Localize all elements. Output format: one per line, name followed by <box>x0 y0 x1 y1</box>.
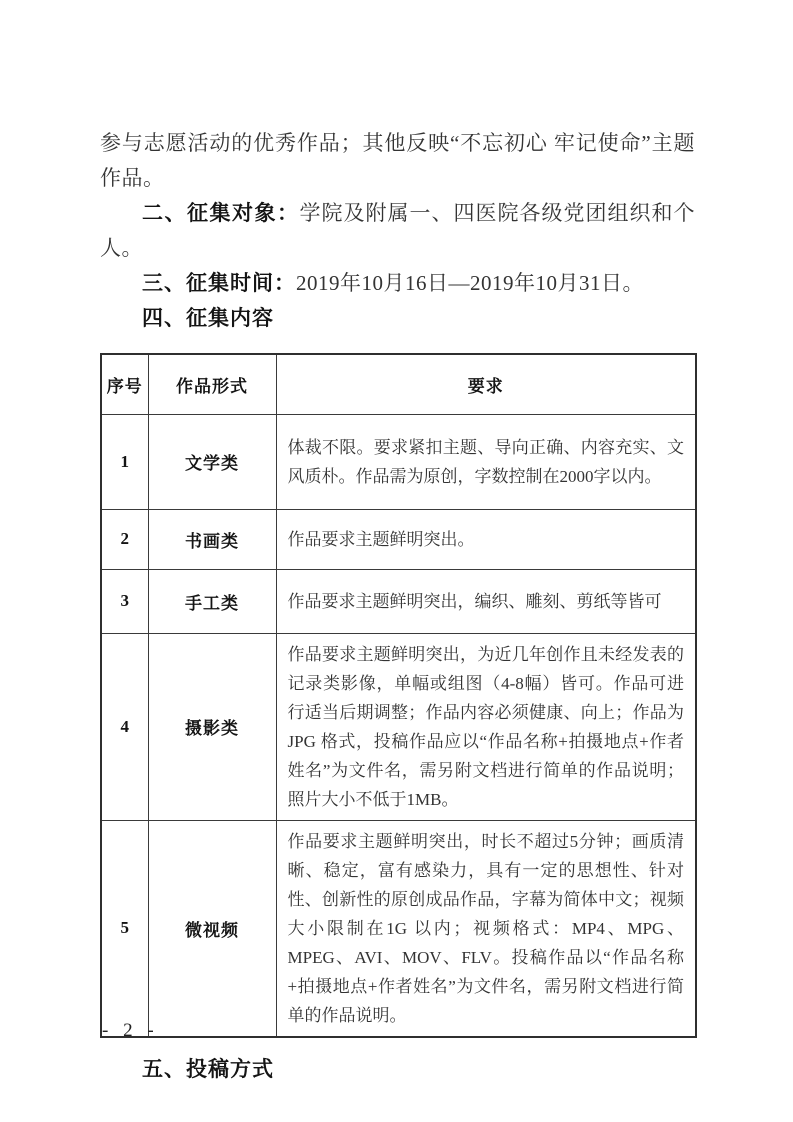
table-row-photography <box>101 633 696 820</box>
section-collect-time-text: 2019年10月16日—2019年10月31日。 <box>296 271 644 295</box>
section-collect-target <box>100 196 695 266</box>
works-table <box>100 353 697 1038</box>
section-collect-content-heading: 四、征集内容 <box>142 307 274 330</box>
row-number: 3 <box>101 569 148 633</box>
work-type: 微视频 <box>148 820 276 1037</box>
section-collect-target-label: 二、征集对象： <box>142 202 300 225</box>
section-submission-heading: 五、投稿方式 <box>142 1057 274 1081</box>
page-number: - 2 - <box>102 1020 159 1041</box>
intro-paragraph: 参与志愿活动的优秀作品；其他反映“不忘初心 牢记使命”主题作品。 <box>100 131 695 190</box>
row-number: 4 <box>101 633 148 820</box>
work-type: 书画类 <box>148 509 276 569</box>
work-requirement: 作品要求主题鲜明突出。 <box>276 509 696 569</box>
header-cell-index: 序号 <box>101 354 148 414</box>
document-content <box>100 126 695 1087</box>
header-cell-work-form: 作品形式 <box>148 354 276 414</box>
table-row-handicraft <box>101 569 696 633</box>
section-collect-time-label: 三、征集时间： <box>142 272 296 295</box>
work-requirement: 作品要求主题鲜明突出，时长不超过5分钟；画质清晰、稳定，富有感染力，具有一定的思想性、针对性、创新性的原创成品作品，字幕为简体中文；视频大小限制在1G 以内；视频格式：MP4、MPG、MPEG、AVI、MOV、FLV。投稿作品以“作品名称+拍摄地点+作者姓名”为文件名，需另附文档进行简单的作品说明。 <box>276 820 696 1037</box>
row-number: 1 <box>101 414 148 509</box>
table-row-calligraphy <box>101 509 696 569</box>
header-cell-requirement: 要求 <box>276 354 696 414</box>
work-requirement: 体裁不限。要求紧扣主题、导向正确、内容充实、文风质朴。作品需为原创，字数控制在2000字以内。 <box>276 414 696 509</box>
row-number: 5 <box>101 820 148 1037</box>
section-collect-time <box>100 266 695 301</box>
table-header-row <box>101 354 696 414</box>
work-requirement: 作品要求主题鲜明突出，为近几年创作且未经发表的记录类影像，单幅或组图（4-8幅）皆可。作品可进行适当后期调整；作品内容必须健康、向上；作品为 JPG 格式，投稿作品应以“作品名称+拍摄地点+作者姓名”为文件名，需另附文档进行简单的作品说明；照片大小不低于1MB。 <box>276 633 696 820</box>
table-row-micro-video <box>101 820 696 1037</box>
work-type: 摄影类 <box>148 633 276 820</box>
table-row-literature <box>101 414 696 509</box>
section-collect-target-text: 学院及附属一、四医院各级党团组织和个人。 <box>100 201 695 260</box>
work-type: 文学类 <box>148 414 276 509</box>
work-type: 手工类 <box>148 569 276 633</box>
work-requirement: 作品要求主题鲜明突出，编织、雕刻、剪纸等皆可 <box>276 569 696 633</box>
row-number: 2 <box>101 509 148 569</box>
